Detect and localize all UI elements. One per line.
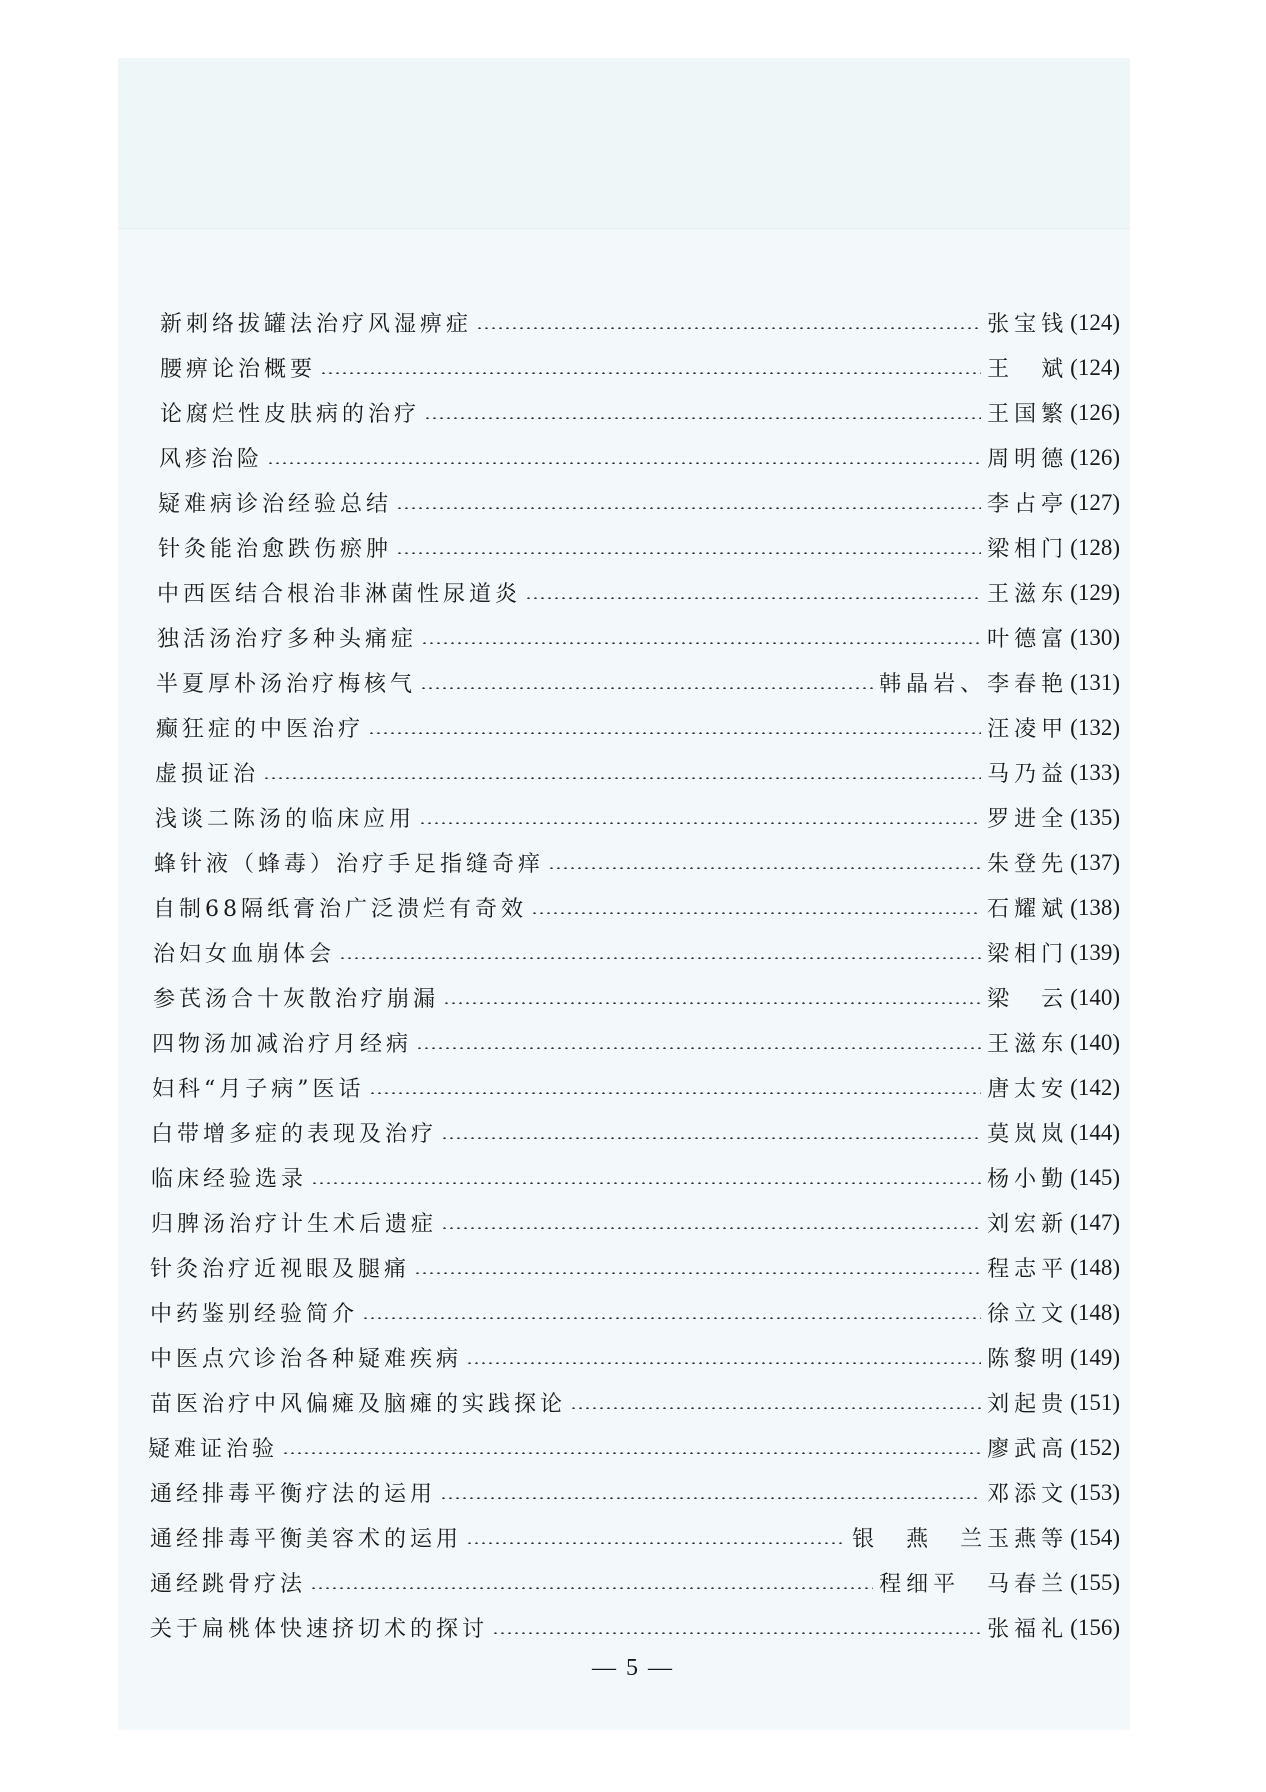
toc-entry-author: 王国繁: [987, 402, 1069, 427]
toc-entry-page: (154): [1070, 1524, 1120, 1550]
toc-entry-title: 通经跳骨疗法: [150, 1572, 307, 1597]
toc-leader-dots: [282, 1452, 981, 1454]
toc-entry-page: (156): [1070, 1614, 1120, 1640]
toc-entry-author: 邓添文: [987, 1482, 1069, 1507]
toc-entry-page: (149): [1070, 1344, 1120, 1370]
toc-entry-title: 中西医结合根治非淋菌性尿道炎: [157, 582, 522, 607]
toc-entry-title: 治妇女血崩体会: [153, 942, 336, 967]
toc-leader-dots: [419, 822, 981, 824]
toc-entry-author: 徐立文: [987, 1302, 1069, 1327]
toc-entry-author: 梁相门: [987, 942, 1069, 967]
toc-entry-title: 虚损证治: [155, 762, 260, 787]
toc-entry-page: (126): [1070, 444, 1120, 470]
toc-leader-dots: [570, 1407, 981, 1409]
toc-entry-page: (130): [1070, 624, 1120, 650]
toc-entry-title: 独活汤治疗多种头痛症: [157, 627, 418, 652]
toc-entry-page: (137): [1070, 849, 1120, 875]
toc-entry-page: (147): [1070, 1209, 1120, 1235]
toc-leader-dots: [416, 1047, 981, 1049]
toc-leader-dots: [548, 867, 981, 869]
toc-entry-title: 苗医治疗中风偏瘫及脑瘫的实践探论: [150, 1392, 567, 1417]
toc-entry-author: 唐太安: [987, 1077, 1069, 1102]
toc-entry-title: 中药鉴别经验简介: [150, 1302, 359, 1327]
toc-entry-author: 梁相门: [987, 537, 1069, 562]
toc-leader-dots: [396, 507, 981, 509]
toc-leader-dots: [441, 1227, 981, 1229]
toc-entry-title: 疑难证治验: [148, 1437, 279, 1462]
toc-leader-dots: [466, 1542, 846, 1544]
toc-entry-page: (140): [1070, 984, 1120, 1010]
toc-entry: [150, 1560, 1120, 1605]
toc-entry: [154, 840, 1120, 885]
toc-entry-author: 刘宏新: [987, 1212, 1069, 1237]
toc-entry-page: (131): [1070, 669, 1120, 695]
toc-entry: [152, 1020, 1120, 1065]
toc-entry: [155, 750, 1120, 795]
toc-entry-author: 程细平 马春兰: [879, 1572, 1069, 1597]
toc-entry-author: 刘起贵: [987, 1392, 1069, 1417]
toc-entry-page: (124): [1070, 354, 1120, 380]
toc-entry: [156, 660, 1120, 705]
toc-entry-title: 归脾汤治疗计生术后遗症: [151, 1212, 438, 1237]
toc-entry-title: 白带增多症的表现及治疗: [151, 1122, 438, 1147]
toc-entry-page: (132): [1070, 714, 1120, 740]
toc-entry-author: 周明德: [987, 447, 1069, 472]
toc-entry-author: 王滋东: [987, 1032, 1069, 1057]
toc-leader-dots: [440, 1497, 981, 1499]
toc-entry-page: (144): [1070, 1119, 1120, 1145]
toc-entry-title: 腰痹论治概要: [160, 357, 317, 382]
toc-entry-title: 自制68隔纸膏治广泛溃烂有奇效: [153, 897, 527, 922]
toc-entry-page: (140): [1070, 1029, 1120, 1055]
toc-entry-title: 风疹治险: [159, 447, 264, 472]
toc-leader-dots: [525, 597, 981, 599]
toc-entry-author: 梁 云: [987, 987, 1069, 1012]
toc-leader-dots: [531, 912, 981, 914]
toc-leader-dots: [492, 1632, 981, 1634]
toc-entry-page: (145): [1070, 1164, 1120, 1190]
toc-entry-author: 叶德富: [987, 627, 1069, 652]
toc-entry-page: (148): [1070, 1254, 1120, 1280]
toc-entry-title: 四物汤加减治疗月经病: [152, 1032, 413, 1057]
toc-entry-page: (129): [1070, 579, 1120, 605]
toc-entry: [159, 435, 1120, 480]
toc-entry: [153, 975, 1120, 1020]
toc-entry: [156, 705, 1120, 750]
toc-entry-title: 通经排毒平衡美容术的运用: [150, 1527, 463, 1552]
toc-entry-author: 张宝钱: [987, 312, 1069, 337]
toc-entry: [150, 1470, 1120, 1515]
scanned-page-header-band: [118, 58, 1130, 229]
toc-entry-page: (135): [1070, 804, 1120, 830]
toc-leader-dots: [414, 1272, 981, 1274]
toc-entry-author: 汪凌甲: [987, 717, 1069, 742]
toc-entry: [155, 795, 1120, 840]
toc-entry-title: 蜂针液（蜂毒）治疗手足指缝奇痒: [154, 852, 545, 877]
toc-leader-dots: [369, 1092, 982, 1094]
toc-entry-title: 论腐烂性皮肤病的治疗: [160, 402, 421, 427]
toc-entry: [158, 525, 1120, 570]
toc-entry: [150, 1245, 1120, 1290]
toc-entry-author: 罗进全: [987, 807, 1069, 832]
toc-entry-title: 浅谈二陈汤的临床应用: [155, 807, 416, 832]
toc-leader-dots: [443, 1002, 981, 1004]
toc-entry-author: 马乃益: [987, 762, 1069, 787]
toc-entry: [160, 300, 1120, 345]
toc-entry: [157, 570, 1120, 615]
toc-leader-dots: [396, 552, 981, 554]
toc-entry-title: 新刺络拔罐法治疗风湿痹症: [160, 312, 473, 337]
toc-entry: [150, 1335, 1120, 1380]
toc-entry-title: 参芪汤合十灰散治疗崩漏: [153, 987, 440, 1012]
toc-entry-page: (152): [1070, 1434, 1120, 1460]
toc-entry-page: (128): [1070, 534, 1120, 560]
toc-leader-dots: [267, 462, 981, 464]
toc-entry: [160, 390, 1120, 435]
toc-entry-title: 妇科“月子病”医话: [152, 1077, 365, 1102]
toc-leader-dots: [368, 732, 981, 734]
toc-entry: [153, 885, 1120, 930]
toc-entry-author: 韩晶岩、李春艳: [879, 672, 1069, 697]
toc-leader-dots: [441, 1137, 981, 1139]
toc-entry: [150, 1290, 1120, 1335]
toc-entry-page: (126): [1070, 399, 1120, 425]
table-of-contents: [150, 300, 1120, 1650]
page-number: — 5 —: [592, 1655, 674, 1681]
toc-entry-page: (155): [1070, 1569, 1120, 1595]
toc-entry: [153, 930, 1120, 975]
toc-entry-author: 莫岚岚: [987, 1122, 1069, 1147]
toc-entry: [160, 345, 1120, 390]
toc-entry-author: 程志平: [987, 1257, 1069, 1282]
toc-entry: [158, 480, 1120, 525]
toc-entry-page: (124): [1070, 309, 1120, 335]
toc-entry-page: (139): [1070, 939, 1120, 965]
toc-entry-title: 临床经验选录: [151, 1167, 308, 1192]
toc-leader-dots: [311, 1182, 981, 1184]
toc-leader-dots: [420, 687, 873, 689]
toc-entry-page: (138): [1070, 894, 1120, 920]
toc-entry-title: 关于扁桃体快速挤切术的探讨: [150, 1617, 489, 1642]
toc-leader-dots: [466, 1362, 981, 1364]
toc-entry: [151, 1155, 1120, 1200]
toc-entry-page: (148): [1070, 1299, 1120, 1325]
toc-entry-author: 李占亭: [987, 492, 1069, 517]
toc-entry-page: (151): [1070, 1389, 1120, 1415]
toc-leader-dots: [362, 1317, 981, 1319]
toc-entry-page: (153): [1070, 1479, 1120, 1505]
toc-entry-page: (133): [1070, 759, 1120, 785]
toc-entry-title: 半夏厚朴汤治疗梅核气: [156, 672, 417, 697]
toc-entry-author: 杨小勤: [987, 1167, 1069, 1192]
toc-entry: [148, 1425, 1120, 1470]
toc-leader-dots: [310, 1587, 873, 1589]
toc-entry-title: 通经排毒平衡疗法的运用: [150, 1482, 437, 1507]
toc-entry: [151, 1200, 1120, 1245]
toc-leader-dots: [421, 642, 981, 644]
toc-entry: [150, 1605, 1120, 1650]
toc-entry-title: 针灸能治愈跌伤瘀肿: [158, 537, 393, 562]
toc-entry: [150, 1380, 1120, 1425]
toc-entry-author: 石耀斌: [987, 897, 1069, 922]
toc-leader-dots: [424, 417, 981, 419]
toc-entry-author: 陈黎明: [987, 1347, 1069, 1372]
toc-entry-page: (127): [1070, 489, 1120, 515]
toc-entry: [151, 1110, 1120, 1155]
toc-entry-author: 王滋东: [987, 582, 1069, 607]
toc-entry: [152, 1065, 1120, 1110]
toc-entry-author: 张福礼: [987, 1617, 1069, 1642]
toc-entry-title: 中医点穴诊治各种疑难疾病: [150, 1347, 463, 1372]
toc-entry-author: 朱登先: [987, 852, 1069, 877]
toc-leader-dots: [320, 372, 981, 374]
toc-entry: [150, 1515, 1120, 1560]
toc-leader-dots: [263, 777, 981, 779]
toc-entry-author: 银 燕 兰玉燕等: [852, 1527, 1069, 1552]
toc-entry-title: 针灸治疗近视眼及腿痛: [150, 1257, 411, 1282]
toc-entry-author: 廖武高: [987, 1437, 1069, 1462]
toc-entry: [157, 615, 1120, 660]
toc-entry-page: (142): [1070, 1074, 1120, 1100]
toc-leader-dots: [339, 957, 981, 959]
toc-entry-title: 疑难病诊治经验总结: [158, 492, 393, 517]
toc-leader-dots: [476, 327, 981, 329]
toc-entry-title: 癫狂症的中医治疗: [156, 717, 365, 742]
toc-entry-author: 王 斌: [987, 357, 1069, 382]
